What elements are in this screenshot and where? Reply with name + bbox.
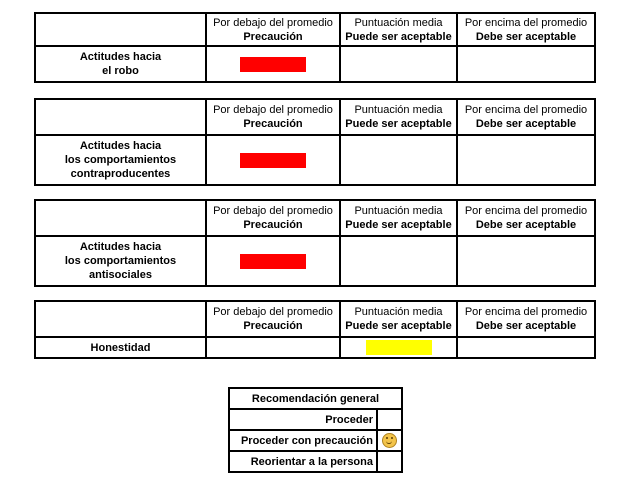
score-bar-below-average: [240, 254, 306, 269]
header-average-line2: Puede ser aceptable: [345, 118, 452, 130]
legend-item-proceed: Proceder: [229, 409, 377, 430]
header-average-line2: Puede ser aceptable: [345, 30, 452, 43]
cell-above-average: [457, 236, 595, 286]
legend-title: Recomendación general: [229, 388, 402, 409]
empty-header-cell: [35, 13, 206, 46]
cell-average: [340, 236, 457, 286]
header-average: [340, 200, 457, 236]
score-table-counterproductive: [34, 98, 596, 186]
cell-above-average: [457, 337, 595, 358]
header-average-line2: Puede ser aceptable: [345, 219, 452, 231]
legend-mark-cell: [377, 409, 402, 430]
cell-below-average: [206, 337, 340, 358]
row-label-line: Actitudes hacia: [79, 241, 162, 253]
recommendation-legend: [228, 387, 403, 473]
header-below-average: [206, 99, 340, 135]
smiley-face-icon: [382, 433, 397, 448]
header-below-line2: Precaución: [243, 320, 303, 332]
cell-below-average: [206, 236, 340, 286]
header-above-line2: Debe ser aceptable: [475, 30, 577, 43]
legend-item-redirect-person: Reorientar a la persona: [229, 451, 377, 472]
row-label-counterproductive: [35, 135, 206, 185]
header-above-line1: Por encima del promedio: [464, 306, 588, 318]
row-label-line: los comportamientos: [64, 255, 177, 267]
score-table-honesty: [34, 300, 596, 359]
header-above-line1: Por encima del promedio: [464, 205, 588, 217]
legend-mark-cell: [377, 451, 402, 472]
header-below-line2: Precaución: [243, 30, 303, 43]
header-below-average: [206, 13, 340, 46]
header-average: [340, 301, 457, 337]
row-label-line: los comportamientos: [64, 154, 177, 166]
header-average: [340, 13, 457, 46]
legend-mark-cell: [377, 430, 402, 451]
header-average-line1: Puntuación media: [354, 104, 443, 116]
header-above-average: [457, 13, 595, 46]
header-below-line1: Por debajo del promedio: [213, 306, 333, 318]
row-label-line: antisociales: [89, 269, 152, 281]
empty-header-cell: [35, 99, 206, 135]
cell-below-average: [206, 135, 340, 185]
cell-above-average: [457, 46, 595, 82]
header-average-line2: Puede ser aceptable: [345, 320, 452, 332]
header-average: [340, 99, 457, 135]
row-label-line: el robo: [102, 65, 139, 77]
row-label-line: contraproducentes: [70, 168, 171, 180]
header-above-line1: Por encima del promedio: [464, 16, 588, 29]
row-label-line: Actitudes hacia: [79, 140, 162, 152]
cell-average: [340, 46, 457, 82]
header-below-average: [206, 200, 340, 236]
score-table-theft: [34, 12, 596, 83]
empty-header-cell: [35, 200, 206, 236]
score-bar-below-average: [240, 57, 306, 72]
header-average-line1: Puntuación media: [354, 205, 443, 217]
header-above-average: [457, 200, 595, 236]
row-label-theft: [35, 46, 206, 82]
header-below-average: [206, 301, 340, 337]
score-bar-below-average: [240, 153, 306, 168]
legend-item-proceed-with-caution: Proceder con precaución: [229, 430, 377, 451]
header-below-line1: Por debajo del promedio: [213, 104, 333, 116]
header-below-line1: Por debajo del promedio: [213, 16, 333, 29]
header-average-line1: Puntuación media: [354, 16, 443, 29]
header-below-line2: Precaución: [243, 118, 303, 130]
header-above-line2: Debe ser aceptable: [475, 118, 577, 130]
row-label-line: Actitudes hacia: [79, 51, 162, 63]
row-label-honesty: [35, 337, 206, 358]
row-label-antisocial: [35, 236, 206, 286]
header-above-line2: Debe ser aceptable: [475, 219, 577, 231]
header-above-average: [457, 301, 595, 337]
score-bar-average: [366, 340, 432, 355]
score-table-antisocial: [34, 199, 596, 287]
cell-average: [340, 337, 457, 358]
cell-below-average: [206, 46, 340, 82]
header-average-line1: Puntuación media: [354, 306, 443, 318]
header-above-line2: Debe ser aceptable: [475, 320, 577, 332]
cell-average: [340, 135, 457, 185]
header-above-average: [457, 99, 595, 135]
header-below-line1: Por debajo del promedio: [213, 205, 333, 217]
row-label-line: Honestidad: [90, 341, 151, 354]
header-below-line2: Precaución: [243, 219, 303, 231]
empty-header-cell: [35, 301, 206, 337]
header-above-line1: Por encima del promedio: [464, 104, 588, 116]
cell-above-average: [457, 135, 595, 185]
